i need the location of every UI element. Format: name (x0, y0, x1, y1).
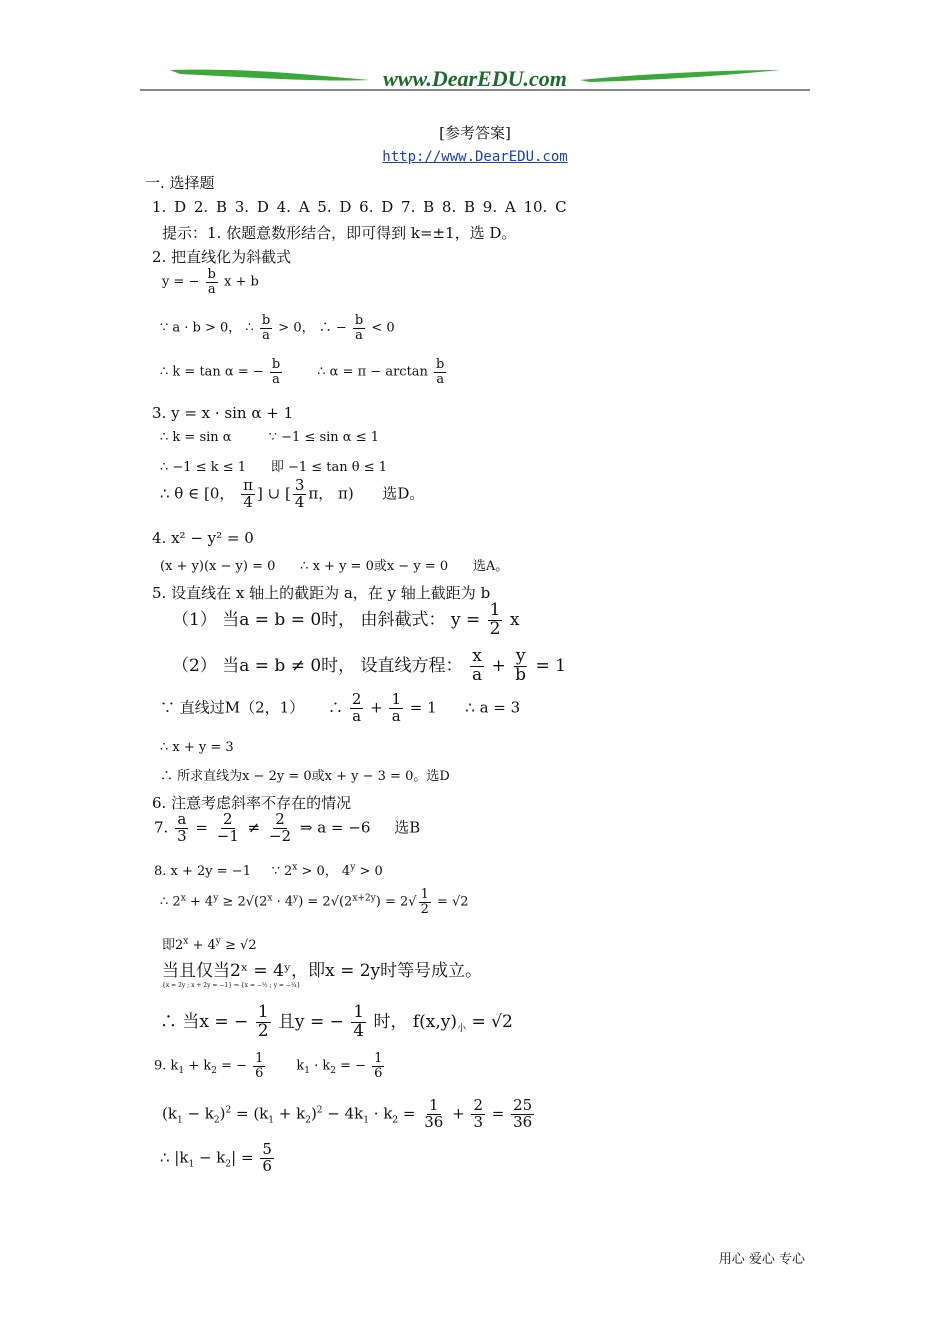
hint-line: 提示：1. 依题意数形结合，即可得到 k=±1，选 D。 (162, 224, 517, 242)
eq-5e: ∴ 所求直线为x − 2y = 0或x + y − 3 = 0。选D (160, 769, 450, 784)
eq-2a: y = − $\frac{b}{a}$ x + b (162, 267, 259, 297)
eq-5b: （2） 当a = b ≠ 0时， 设直线方程： $\frac{x}{a}$ + $\frac{y}{b}$ = 1 (172, 646, 566, 685)
eq-5c: ∵ 直线过M（2，1） ∴ $\frac{2}{a}$ + $\frac{1}{a}$ = 1 ∴ a = 3 (160, 690, 521, 725)
eq-5d: ∴ x + y = 3 (160, 740, 234, 755)
problem-2-label: 2. 把直线化为斜截式 (152, 248, 292, 266)
eq-2b: ∵ a · b > 0， ∴ $\frac{b}{a}$ > 0， ∴ − $\frac{b}{a}$ < 0 (160, 313, 395, 343)
problem-6-label: 6. 注意考虑斜率不存在的情况 (152, 794, 352, 812)
eq-8b: ∴ $2^x + 4^y \ge 2√(2^x \cdot 4^y) = 2√(2^{x+2y}) = 2√$ $\frac{1}{2}$ = √2 (160, 887, 469, 917)
eq-9b: $(k_1 - k_2)^2 = (k_1 + k_2)^2 - 4k_1 \cdot k_2$ = $\frac{1}{36}$ + $\frac{2}{3}$ = $\frac{25}{36}$ (162, 1096, 533, 1131)
section-heading: 一. 选择题 (145, 174, 215, 192)
page-title: [参考答案] (439, 124, 511, 142)
eq-2c: ∴ k = tan α = − $\frac{b}{a}$ ∴ α = π − arctan $\frac{b}{a}$ (160, 357, 445, 387)
eq-8c: 即$2^x + 4^y \ge √2$ (162, 936, 257, 953)
eq-8d: 当且仅当2ˣ = 4ʸ，即x = 2y时等号成立。 (162, 961, 483, 981)
eq-3c: ∴ θ ∈ [0， $\frac{\pi}{4}$ ] ∪ [ $\frac{3}{4}$ π， π) 选D。 (160, 476, 425, 511)
problem-4-label: 4. x² − y² = 0 (152, 529, 254, 547)
eq-7: 7. $\frac{a}{3}$ = $\frac{2}{-1}$ ≠ $\frac{2}{-2}$ ⇒ a = −6 选B (154, 810, 421, 845)
eq-4a: (x + y)(x − y) = 0 ∴ x + y = 0或x − y = 0 选A。 (160, 559, 509, 574)
dearedu-logo-banner (140, 58, 810, 98)
problem-5-label: 5. 设直线在 x 轴上的截距为 a，在 y 轴上截距为 b (152, 584, 491, 602)
problem-3-label: 3. y = x · sin α + 1 (152, 404, 294, 422)
eq-8e: {x = 2y ; x + 2y = −1} ⇒ {x = −½ ; y = −¼} (162, 982, 301, 989)
eq-9c: ∴ $|k_1 - k_2|$ = $\frac{5}{6}$ (160, 1140, 272, 1175)
eq-5a: （1） 当a = b = 0时， 由斜截式： y = $\frac{1}{2}$ x (172, 600, 520, 639)
eq-8f: ∴ 当x = − $\frac{1}{2}$ 且y = − $\frac{1}{4}$ 时， $f(x,y)_小 = √2$ (160, 1002, 513, 1041)
site-link[interactable]: http://www.DearEDU.com (382, 149, 568, 165)
eq-3a: ∴ k = sin α ∵ −1 ≤ sin α ≤ 1 (160, 430, 380, 445)
page-footer: 用心 爱心 专心 (718, 1252, 805, 1267)
answer-list: 1. D 2. B 3. D 4. A 5. D 6. D 7. B 8. B 9. A 10. C (152, 198, 567, 216)
eq-9a: 9. $k_1 + k_2$ = − $\frac{1}{6}$ $k_1 \cdot k_2$ = − $\frac{1}{6}$ (154, 1051, 383, 1081)
eq-3b: ∴ −1 ≤ k ≤ 1 即 −1 ≤ tan θ ≤ 1 (160, 460, 388, 475)
logo-text: www.DearEDU.com (383, 66, 567, 91)
eq-8a: 8. x + 2y = −1 ∵ $2^x > 0$， $4^y > 0$ (154, 862, 383, 879)
